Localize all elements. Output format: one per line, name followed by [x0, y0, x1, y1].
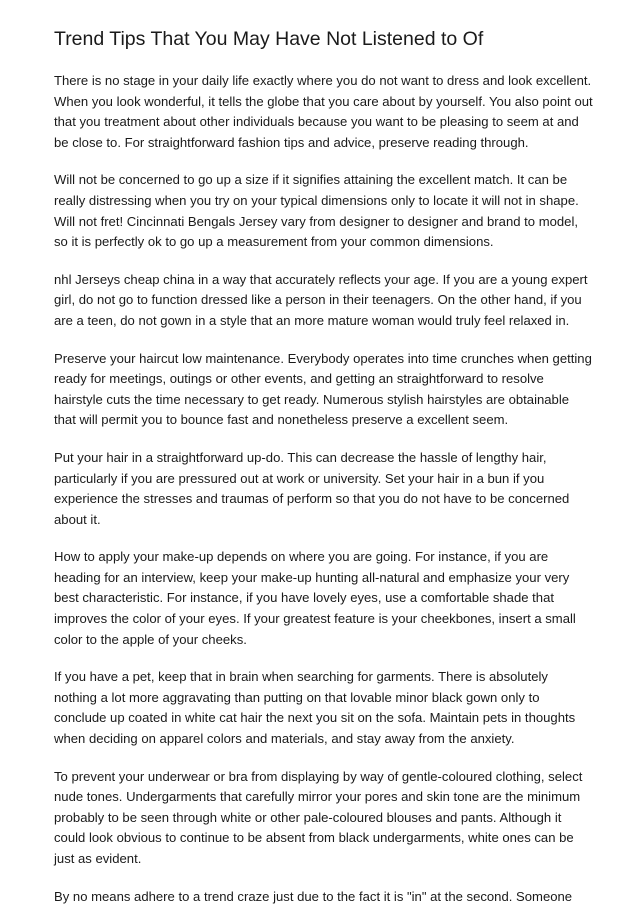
text-line: Put your hair in a straightforward up-do. This can decrease the hassle of lengthy hair, [54, 449, 547, 465]
text-line: If you have a pet, keep that in brain when searching for garments. There is absolutely [54, 669, 548, 685]
text-line: nude tones. Undergarments that carefully mirror your pores and skin tone are the minimum [54, 789, 581, 805]
paragraph-9 [54, 887, 594, 908]
text-line: just as evident. [54, 851, 142, 866]
paragraph-1 [54, 71, 594, 153]
text-line: improves the color of your eyes. If your greatest feature is your cheekbones, insert a small [54, 611, 576, 627]
paragraph-3 [54, 270, 594, 332]
text-line: really distressing when you try on your typical dimensions only to locate it will not in shape. [54, 192, 579, 208]
document-page [54, 26, 594, 924]
text-line: Preserve your haircut low maintenance. Everybody operates into time crunches when getting [54, 350, 592, 366]
text-line: that will permit you to bounce fast and nonetheless preserve a excellent seem. [54, 412, 509, 428]
document-title: Trend Tips That You May Have Not Listened to Of [54, 28, 484, 50]
text-line: so it is perfectly ok to go up a measurement from your common dimensions. [54, 234, 494, 250]
text-line: How to apply your make-up depends on where you are going. For instance, if you are [54, 549, 549, 565]
text-line: that you treatment about other individuals because you want to be pleasing to seem at and [54, 114, 579, 130]
text-line: nothing a lot more aggravating than putting on that lovable minor black gown only to [54, 689, 540, 705]
paragraph-2 [54, 170, 594, 252]
text-line: By no means adhere to a trend craze just due to the fact it is "in" at the second. Someone [54, 888, 573, 904]
paragraph-8 [54, 767, 594, 870]
text-line: Will not fret! Cincinnati Bengals Jersey vary from designer to designer and brand to model, [54, 213, 579, 229]
text-line: particularly if you are pressured out at work or university. Set your hair in a bun if you [54, 470, 545, 486]
text-line: are a teen, do not gown in a style that an more mature woman would truly feel relaxed in. [54, 312, 570, 328]
text-line: about it. [54, 511, 101, 527]
text-line: heading for an interview, keep your make-up hunting all-natural and emphasize your very [54, 569, 570, 585]
text-line: when deciding on apparel colors and materials, and stay away from the anxiety. [54, 731, 515, 747]
text-line: conclude up coated in white cat hair the next you sit on the sofa. Maintain pets in thoughts [54, 710, 576, 726]
text-line: girl, do not go to function dressed like a person in their teenagers. On the other hand, if you [54, 292, 582, 308]
text-line: nhl Jerseys cheap china in a way that accurately reflects your age. If you are a young expert [54, 271, 588, 287]
text-line: probably to be seen through white or other pale-coloured blouses and pants. Although it [54, 809, 562, 825]
paragraph-5 [54, 448, 594, 530]
text-line: hairstyle cuts the time necessary to get ready. Numerous stylish hairstyles are obtainable [54, 391, 570, 407]
text-line: ready for meetings, outings or other events, and getting an straightforward to resolve [54, 371, 544, 387]
text-line: There is no stage in your daily life exactly where you do not want to dress and look excellent. [54, 73, 592, 88]
text-line: best characteristic. For instance, if you have lovely eyes, use a comfortable shade that [54, 590, 554, 606]
text-line: color to the apple of your cheeks. [54, 631, 247, 647]
text-line: be close to. For straightforward fashion tips and advice, preserve reading through. [54, 134, 529, 150]
text-line: could look obvious to continue to be absent from black undergarments, white ones can be [54, 830, 574, 846]
paragraph-6 [54, 547, 594, 650]
text-line: To prevent your underwear or bra from displaying by way of gentle-coloured clothing, select [54, 768, 583, 784]
text-line: Will not be concerned to go up a size if it signifies attaining the excellent match. It can be [54, 172, 568, 188]
paragraph-7 [54, 667, 594, 749]
paragraph-4 [54, 349, 594, 431]
text-line: experience the stresses and traumas of perform so that you do not have to be concerned [54, 491, 570, 507]
text-line: When you look wonderful, it tells the globe that you care about by yourself. You also point out [54, 93, 593, 109]
